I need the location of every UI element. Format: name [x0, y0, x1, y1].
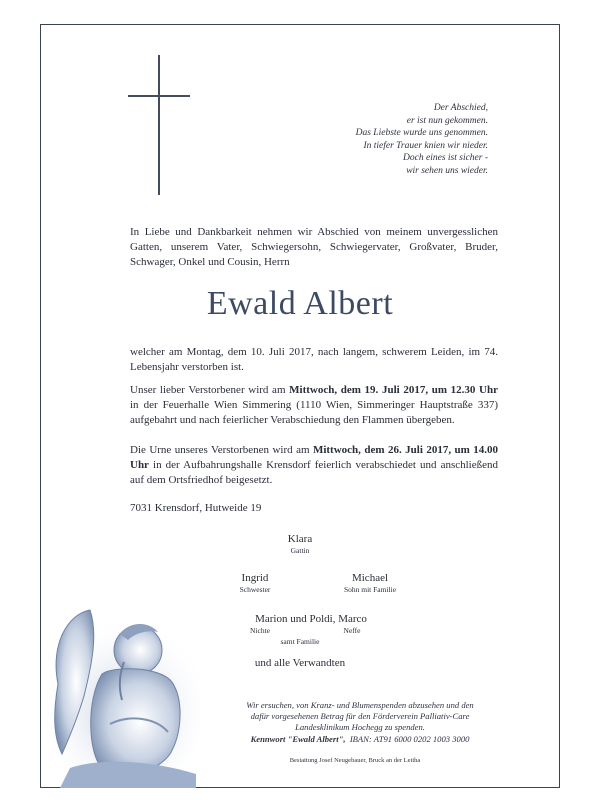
farewell-poem: [268, 102, 488, 178]
donation-line: Wir ersuchen, von Kranz- und Blumenspenden abzusehen und den: [246, 700, 474, 710]
deceased-name: Ewald Albert: [206, 285, 394, 322]
donation-keyword: Kennwort "Ewald Albert",: [250, 733, 346, 744]
cross-horizontal-bar: [128, 95, 190, 97]
death-notice: welcher am Montag, dem 10. Juli 2017, nach langem, schwerem Leiden, im 74. Lebensjahr verstorben ist.: [130, 346, 498, 374]
mourner-marion: [236, 612, 386, 626]
relatives-line: und alle Verwandten: [254, 657, 346, 669]
undertaker-credit: Bestattung Josef Neugebauer, Bruck an der Leitha: [289, 757, 421, 764]
viewing-date: Mittwoch, dem 19. Juli 2017, um 12.30 Uhr: [289, 384, 498, 396]
mourner-ingrid: [205, 571, 305, 595]
viewing-text-post: in der Feuerhalle Wien Simmering (1110 Wien, Simmeringer Hauptstraße 337) aufgebahrt und nach feierlicher Verabschiedung den Flammen übergeben.: [130, 399, 498, 427]
poem-line: In tiefer Trauer knien wir nieder.: [363, 140, 488, 151]
urn-text-post: in der Aufbahrungshalle Krensdorf feierlich verabschiedet und anschließend auf dem Ortsfriedhof beigesetzt.: [130, 459, 498, 487]
mourner-name: Marion und Poldi, Marco: [255, 613, 367, 625]
angel-statue-image: [40, 604, 200, 788]
donation-bank-line: [212, 734, 508, 745]
mourner-role: Gattin: [290, 546, 310, 555]
donation-request: [212, 700, 508, 745]
poem-line: wir sehen uns wieder.: [406, 165, 488, 176]
poem-line: Das Liebste wurde uns genommen.: [355, 128, 488, 139]
poem-line: Der Abschied,: [433, 103, 488, 113]
donation-line: Landesklinikum Hochegg zu spenden.: [295, 722, 425, 733]
mourner-name: Michael: [351, 572, 389, 584]
address: 7031 Krensdorf, Hutweide 19: [130, 502, 262, 514]
mourner-name: Ingrid: [241, 572, 269, 584]
urn-date: Mittwoch, dem 26. Juli 2017, um 14.00 Uhr: [130, 444, 498, 472]
role-nichte: Nichte: [250, 626, 270, 635]
viewing-text-pre: Unser lieber Verstorbener wird am: [130, 384, 290, 396]
urn-text-pre: Die Urne unseres Verstorbenen wird am: [130, 444, 313, 456]
mourner-role: Schwester: [239, 585, 271, 594]
role-neffe: Neffe: [343, 626, 361, 635]
role-family: samt Familie: [280, 637, 320, 646]
mourner-name: Klara: [287, 533, 313, 545]
viewing-paragraph: [130, 383, 498, 429]
poem-line: er ist nun gekommen.: [406, 115, 488, 126]
intro-paragraph: In Liebe und Dankbarkeit nehmen wir Abschied von meinem unvergesslichen Gatten, unserem Vater, Schwiegersohn, Schwiegervater, Großvater, Bruder, Schwager, Onkel und Cousin, Herrn: [130, 226, 498, 269]
mourner-michael: [310, 571, 430, 595]
mourner-klara: [250, 532, 350, 556]
donation-line: dafür vorgesehenen Betrag für den Förderverein Palliativ-Care: [250, 711, 470, 722]
donation-iban: IBAN: AT91 6000 0202 1003 3000: [349, 733, 470, 744]
mourner-role: Sohn mit Familie: [343, 585, 397, 594]
urn-paragraph: [130, 443, 498, 489]
cross-vertical-bar: [158, 55, 160, 195]
poem-line: Doch eines ist sicher -: [403, 153, 488, 164]
